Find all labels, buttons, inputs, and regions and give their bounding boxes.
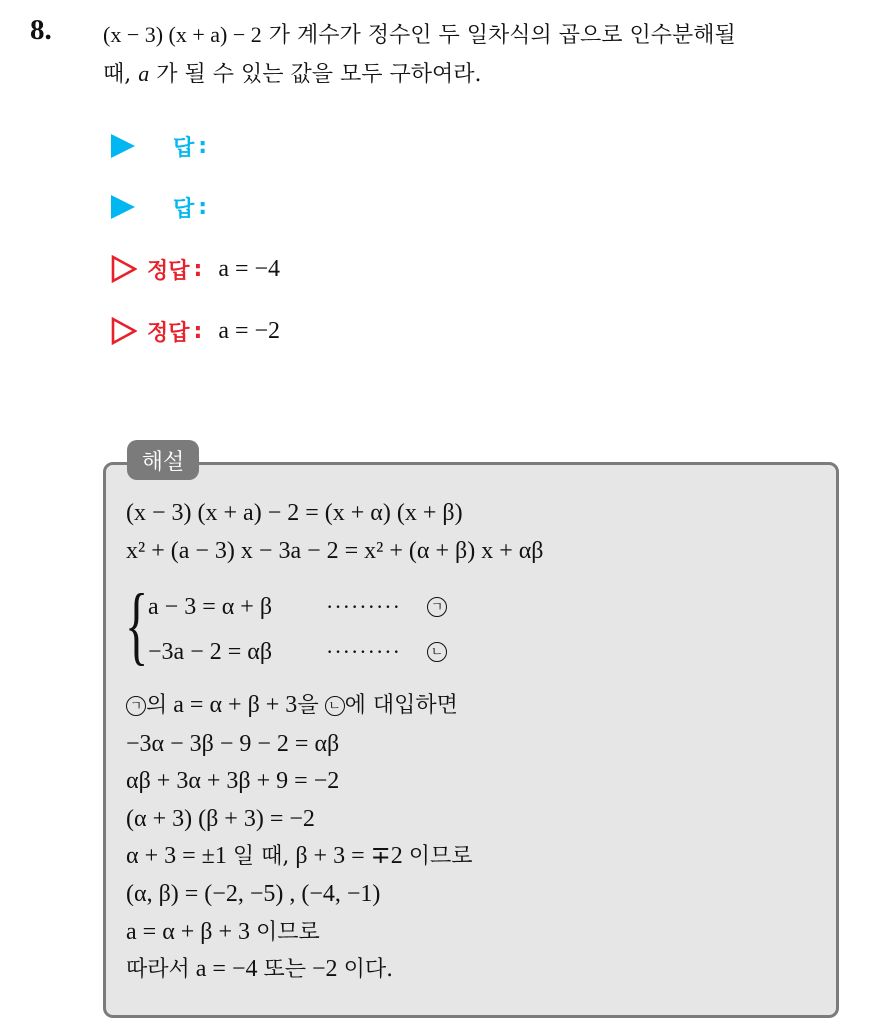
solution-line-12: 따라서 a = −4 또는 −2 이다. xyxy=(126,956,394,982)
system-equation-2: −3a − 2 = αβ xyxy=(148,639,273,665)
answer-row-2 xyxy=(111,189,207,225)
question-text-line2: 가 될 수 있는 값을 모두 구하여라. xyxy=(156,62,482,87)
question-text-prefix: 때, xyxy=(103,62,132,87)
outline-triangle-icon xyxy=(111,317,137,345)
correct-answer-colon: : xyxy=(193,256,203,282)
correct-answer-label: 정답 xyxy=(147,320,190,346)
system-dots-1: ········· xyxy=(326,594,401,619)
correct-answer-row-1 xyxy=(111,251,280,287)
question-number: 8. xyxy=(30,14,52,46)
solution-line-8: (α + 3) (β + 3) = −2 xyxy=(126,806,315,832)
answer-colon: : xyxy=(198,133,208,159)
system-brace: { xyxy=(125,577,149,674)
answer-row-1 xyxy=(111,128,207,164)
solution-line-11: a = α + β + 3 이므로 xyxy=(126,919,320,945)
circled-mark-2: ㄴ xyxy=(325,696,345,716)
play-triangle-icon xyxy=(111,134,135,158)
answer-colon: : xyxy=(198,194,208,220)
solution-line-7: αβ + 3α + 3β + 9 = −2 xyxy=(126,768,340,794)
solution-line-9: α + 3 = ±1 일 때, β + 3 = ∓2 이므로 xyxy=(126,843,473,869)
correct-answer-value: a = −2 xyxy=(218,317,281,344)
system-dots-2: ········· xyxy=(326,639,401,664)
correct-answer-row-2 xyxy=(111,313,280,349)
correct-answer-colon: : xyxy=(193,318,203,344)
outline-triangle-icon xyxy=(111,255,137,283)
circled-mark-2: ㄴ xyxy=(427,642,447,662)
solution-tab: 해설 xyxy=(127,440,199,480)
solution-line-5: ㄱ 의 a = α + β + 3을 ㄴ 에 대입하면 xyxy=(126,690,458,721)
play-triangle-icon xyxy=(111,195,135,219)
circled-mark-1: ㄱ xyxy=(126,696,146,716)
circled-mark-1: ㄱ xyxy=(427,597,447,617)
correct-answer-value: a = −4 xyxy=(218,255,281,282)
answer-label: 답 xyxy=(173,196,195,222)
correct-answer-label: 정답 xyxy=(147,258,190,284)
solution-line-10: (α, β) = (−2, −5) , (−4, −1) xyxy=(126,881,381,907)
solution-line-2: x² + (a − 3) x − 3a − 2 = x² + (α + β) x + αβ xyxy=(126,538,544,564)
question-text xyxy=(103,16,873,94)
question-text-line1: 가 계수가 정수인 두 일차식의 곱으로 인수분해될 xyxy=(268,23,736,48)
answer-label: 답 xyxy=(173,135,195,161)
question-variable: a xyxy=(138,61,150,86)
solution-line-6: −3α − 3β − 9 − 2 = αβ xyxy=(126,731,340,757)
solution-line-1: (x − 3) (x + a) − 2 = (x + α) (x + β) xyxy=(126,500,463,526)
question-expression: (x − 3) (x + a) − 2 xyxy=(103,22,262,47)
system-equation-1: a − 3 = α + β xyxy=(148,594,273,620)
